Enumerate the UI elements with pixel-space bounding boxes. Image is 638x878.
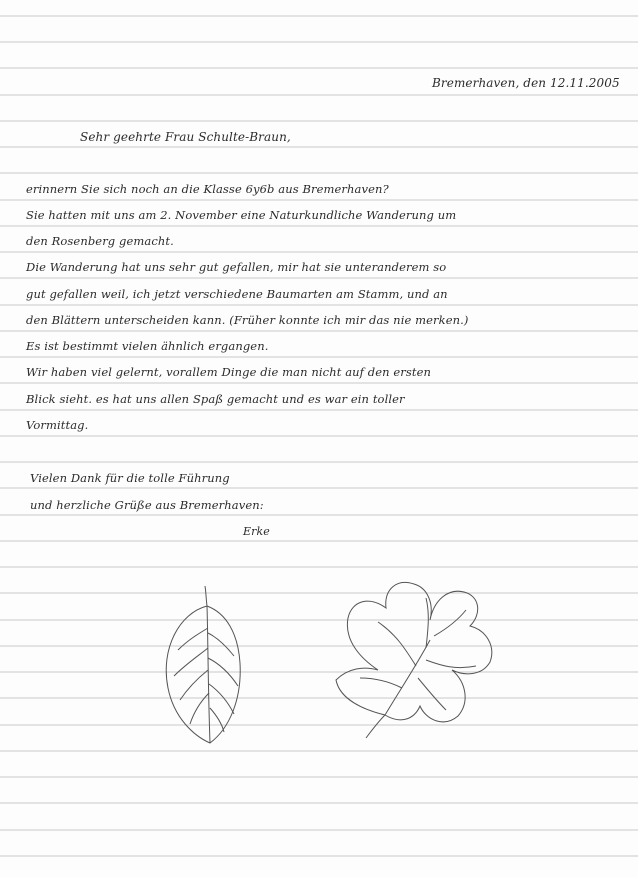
body-line: Sie hatten mit uns am 2. November eine Naturkundliche Wanderung um xyxy=(26,208,457,222)
body-line: Es ist bestimmt vielen ähnlich ergangen. xyxy=(26,339,269,353)
body-line: den Rosenberg gemacht. xyxy=(26,234,174,248)
place-date: Bremerhaven, den 12.11.2005 xyxy=(432,76,620,90)
body-line: den Blättern unterscheiden kann. (Früher konnte ich mir das nie merken.) xyxy=(26,313,469,327)
signature: Erke xyxy=(243,525,270,538)
body-line: gut gefallen weil, ich jetzt verschiedene Baumarten am Stamm, und an xyxy=(26,287,448,301)
body-line: Wir haben viel gelernt, vorallem Dinge die man nicht auf den ersten xyxy=(26,365,432,379)
closing-greetings: und herzliche Grüße aus Bremerhaven: xyxy=(30,498,264,512)
body-line: Die Wanderung hat uns sehr gut gefallen, mir hat sie unteranderem so xyxy=(26,260,447,274)
body-line: Blick sieht. es hat uns allen Spaß gemacht und es war ein toller xyxy=(26,392,405,406)
closing-thanks: Vielen Dank für die tolle Führung xyxy=(30,471,230,485)
salutation: Sehr geehrte Frau Schulte-Braun, xyxy=(80,130,291,144)
body-line: erinnern Sie sich noch an die Klasse 6y6b aus Bremerhaven? xyxy=(26,182,389,196)
oval-leaf-drawing-icon xyxy=(150,578,250,748)
lobed-leaf-drawing-icon xyxy=(330,570,500,750)
body-line: Vormittag. xyxy=(26,418,89,432)
